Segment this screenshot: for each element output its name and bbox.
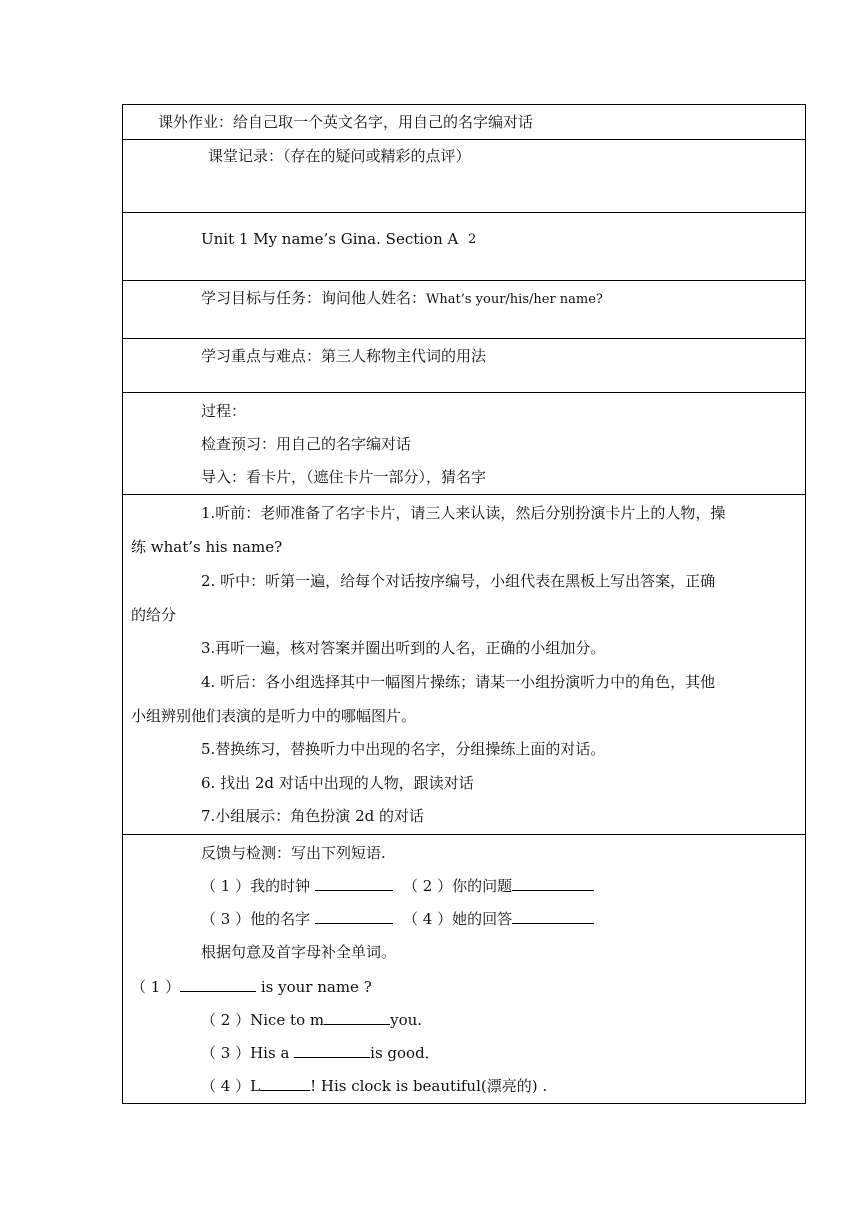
fill-1: （ 1 ） is your name ? — [131, 978, 372, 996]
focus-text: 学习重点与难点：第三人称物主代词的用法 — [201, 347, 487, 365]
fill-title: 根据句意及首字母补全单词。 — [201, 943, 397, 961]
answer-blank[interactable] — [294, 1043, 370, 1058]
step-7: 7.小组展示：角色扮演 2d 的对话 — [201, 807, 424, 825]
fill-4: （ 4 ）L ! His clock is beautiful(漂亮的) . — [201, 1077, 548, 1095]
feedback-row — [123, 835, 805, 1105]
fill-3: （ 3 ）His a is good． — [201, 1044, 440, 1062]
fill-2: （ 2 ）Nice to m you. — [201, 1011, 423, 1029]
focus-row — [123, 339, 805, 393]
feedback-title: 反馈与检测：写出下列短语. — [201, 844, 386, 862]
answer-blank[interactable] — [315, 876, 393, 891]
step-2-line-1: 2. 听中：听第一遍，给每个对话按序编号，小组代表在黑板上写出答案，正确 — [201, 572, 716, 590]
step-3: 3.再听一遍，核对答案并圈出听到的人名，正确的小组加分。 — [201, 639, 606, 657]
phrase-1: （ 1 ）我的时钟 — [201, 876, 393, 896]
process-lead-in: 导入：看卡片，（遮住卡片一部分），猜名字 — [201, 468, 487, 486]
goal-question: What’s your/his/her name? — [426, 292, 603, 307]
step-1-line-1: 1.听前：老师准备了名字卡片，请三人来认读，然后分别扮演卡片上的人物，操 — [201, 504, 726, 522]
goal-label: 学习目标与任务：询问他人姓名：What’s your/his/her name? — [201, 289, 603, 307]
phrase-2: （ 2 ）你的问题 — [403, 876, 594, 896]
answer-blank[interactable] — [512, 909, 594, 924]
goal-row — [123, 281, 805, 339]
answer-blank[interactable] — [324, 1010, 390, 1025]
homework-text: 课外作业：给自己取一个英文名字，用自己的名字编对话 — [158, 113, 534, 131]
answer-blank[interactable] — [512, 876, 594, 891]
phrase-3: （ 3 ）他的名字 — [201, 909, 393, 929]
step-4-line-2: 小组辨别他们表演的是听力中的哪幅图片。 — [131, 707, 417, 725]
answer-blank[interactable] — [260, 1076, 310, 1091]
step-1-line-2: 练 what’s his name? — [131, 538, 283, 556]
answer-blank[interactable] — [180, 977, 256, 992]
step-5: 5.替换练习，替换听力中出现的名字，分组操练上面的对话。 — [201, 740, 606, 758]
lesson-plan-table — [122, 104, 806, 1104]
class-record-row — [123, 140, 805, 213]
process-title: 过程： — [201, 402, 247, 420]
process-row — [123, 393, 805, 495]
unit-row — [123, 213, 805, 281]
step-2-line-2: 的给分 — [131, 606, 177, 624]
phrase-4: （ 4 ）她的回答 — [403, 909, 594, 929]
homework-row — [123, 105, 805, 140]
step-4-line-1: 4. 听后：各小组选择其中一幅图片操练；请某一小组扮演听力中的角色，其他 — [201, 673, 716, 691]
process-check: 检查预习：用自己的名字编对话 — [201, 435, 412, 453]
class-record-text: 课堂记录：（存在的疑问或精彩的点评） — [208, 147, 471, 165]
unit-title: Unit 1 My name’s Gina. Section A — [201, 230, 459, 248]
steps-row — [123, 495, 805, 835]
unit-number: 2 — [468, 232, 477, 247]
step-6: 6. 找出 2d 对话中出现的人物，跟读对话 — [201, 774, 474, 792]
answer-blank[interactable] — [315, 909, 393, 924]
